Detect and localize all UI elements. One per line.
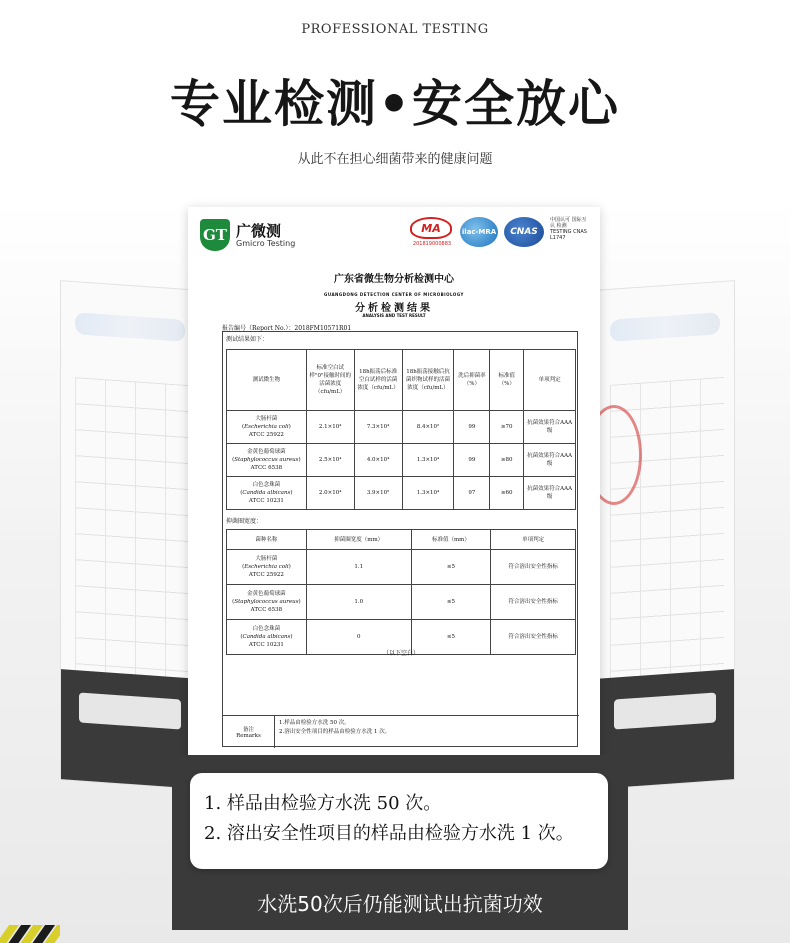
brand-name-cn: 广微测: [236, 221, 282, 240]
blank-below-note: （以下空白）: [382, 650, 419, 657]
page-headline: 专业检测•安全放心: [170, 74, 620, 133]
callout-line: 1. 样品由检验方水洗 50 次。: [204, 793, 442, 814]
table-row: 白色念珠菌 (Candida albicans) ATCC 10231 2.0×10⁴ 3.9×10⁵ 1.3×10⁴ 97 ≥60 抗菌效果符合AAA级: [227, 477, 576, 510]
gt-logo-icon: GT: [200, 219, 230, 251]
remarks-label-en: Remarks: [236, 733, 261, 739]
background-document-right: [595, 280, 735, 790]
callout-line: 2. 溶出安全性项目的样品由检验方水洗 1 次。: [204, 823, 574, 844]
remarks-callout: [190, 773, 608, 869]
section-inhibition-zone-label: 抑菌圈宽度：: [226, 518, 263, 525]
brand-name-en: Gmicro Testing: [236, 238, 296, 248]
table-row: 金黄色葡萄球菌 (Staphylococcus aureus) ATCC 6538 1.0 ≤5 符合溶出安全性指标: [227, 585, 576, 620]
page-subheadline: 从此不在担心细菌带来的健康问题: [297, 152, 493, 167]
table-row: 白色念珠菌 (Candida albicans) ATCC 10231 0 ≤5 符合溶出安全性指标: [227, 620, 576, 655]
report-frame: [222, 331, 578, 747]
cnas-text: 中国认可 国际互认 检测 TESTING CNAS L1747: [550, 217, 587, 241]
report-center-name: 广东省微生物分析检测中心: [334, 274, 454, 285]
section-test-results-label: 测试结果如下：: [226, 336, 269, 343]
gmicro-logo: [200, 219, 295, 251]
report-center-name-en: GUANGDONG DETECTION CENTER OF MICROBIOLOGY: [324, 292, 464, 297]
test-report-document: [188, 207, 600, 762]
table-header-row: 菌种名称 抑菌圈宽度（mm） 标准值（mm） 单项判定: [227, 530, 576, 550]
table-row: 金黄色葡萄球菌 (Staphylococcus aureus) ATCC 6538 2.5×10⁴ 4.0×10⁴ 1.3×10⁴ 99 ≥80 抗菌效果符合AAA级: [227, 444, 576, 477]
background-document-left: [60, 280, 200, 790]
report-number: 报告编号（Report No.）：2018FM10571R01: [222, 325, 352, 332]
remark-line: 2.溶出安全性项目的样品由检验方水洗 1 次。: [279, 729, 391, 735]
remarks-row: [223, 715, 579, 748]
report-title-en: ANALYSIS AND TEST RESULT: [362, 313, 426, 318]
eyebrow-text: PROFESSIONAL TESTING: [301, 22, 489, 37]
certification-logos: [410, 217, 588, 247]
antibacterial-results-table: [226, 349, 576, 510]
decorative-stripes: [0, 925, 60, 943]
callout-caption: 水洗50次后仍能测试出抗菌功效: [257, 892, 543, 916]
table-header-row: 测试微生物 标准空白试样"0"接触时间的活菌浓度（cfu/mL） 18h振荡后标准空白试样的活菌浓度（cfu/mL） 18h振荡接触后抗菌织物试样的活菌浓度（cfu/mL） 洗后抑菌率（%） 标准值（%） 单项判定: [227, 350, 576, 411]
cma-number: 201819000883: [412, 241, 452, 247]
cma-icon: MA: [410, 217, 452, 239]
table-row: 大肠杆菌 (Escherichia coli) ATCC 25922 1.1 ≤5 符合溶出安全性指标: [227, 550, 576, 585]
ilac-mra-icon: ilac-MRA: [460, 217, 498, 247]
table-row: 大肠杆菌 (Escherichia coli) ATCC 25922 2.1×10⁴ 7.3×10⁴ 8.4×10² 99 ≥70 抗菌效果符合AAA级: [227, 411, 576, 444]
remark-line: 1.样品由检验方水洗 50 次。: [279, 720, 350, 726]
cnas-icon: CNAS: [504, 217, 544, 247]
report-title: 分析检测结果: [355, 303, 433, 314]
inhibition-zone-table: [226, 529, 576, 655]
remarks-label-cn: 备注: [242, 727, 254, 733]
